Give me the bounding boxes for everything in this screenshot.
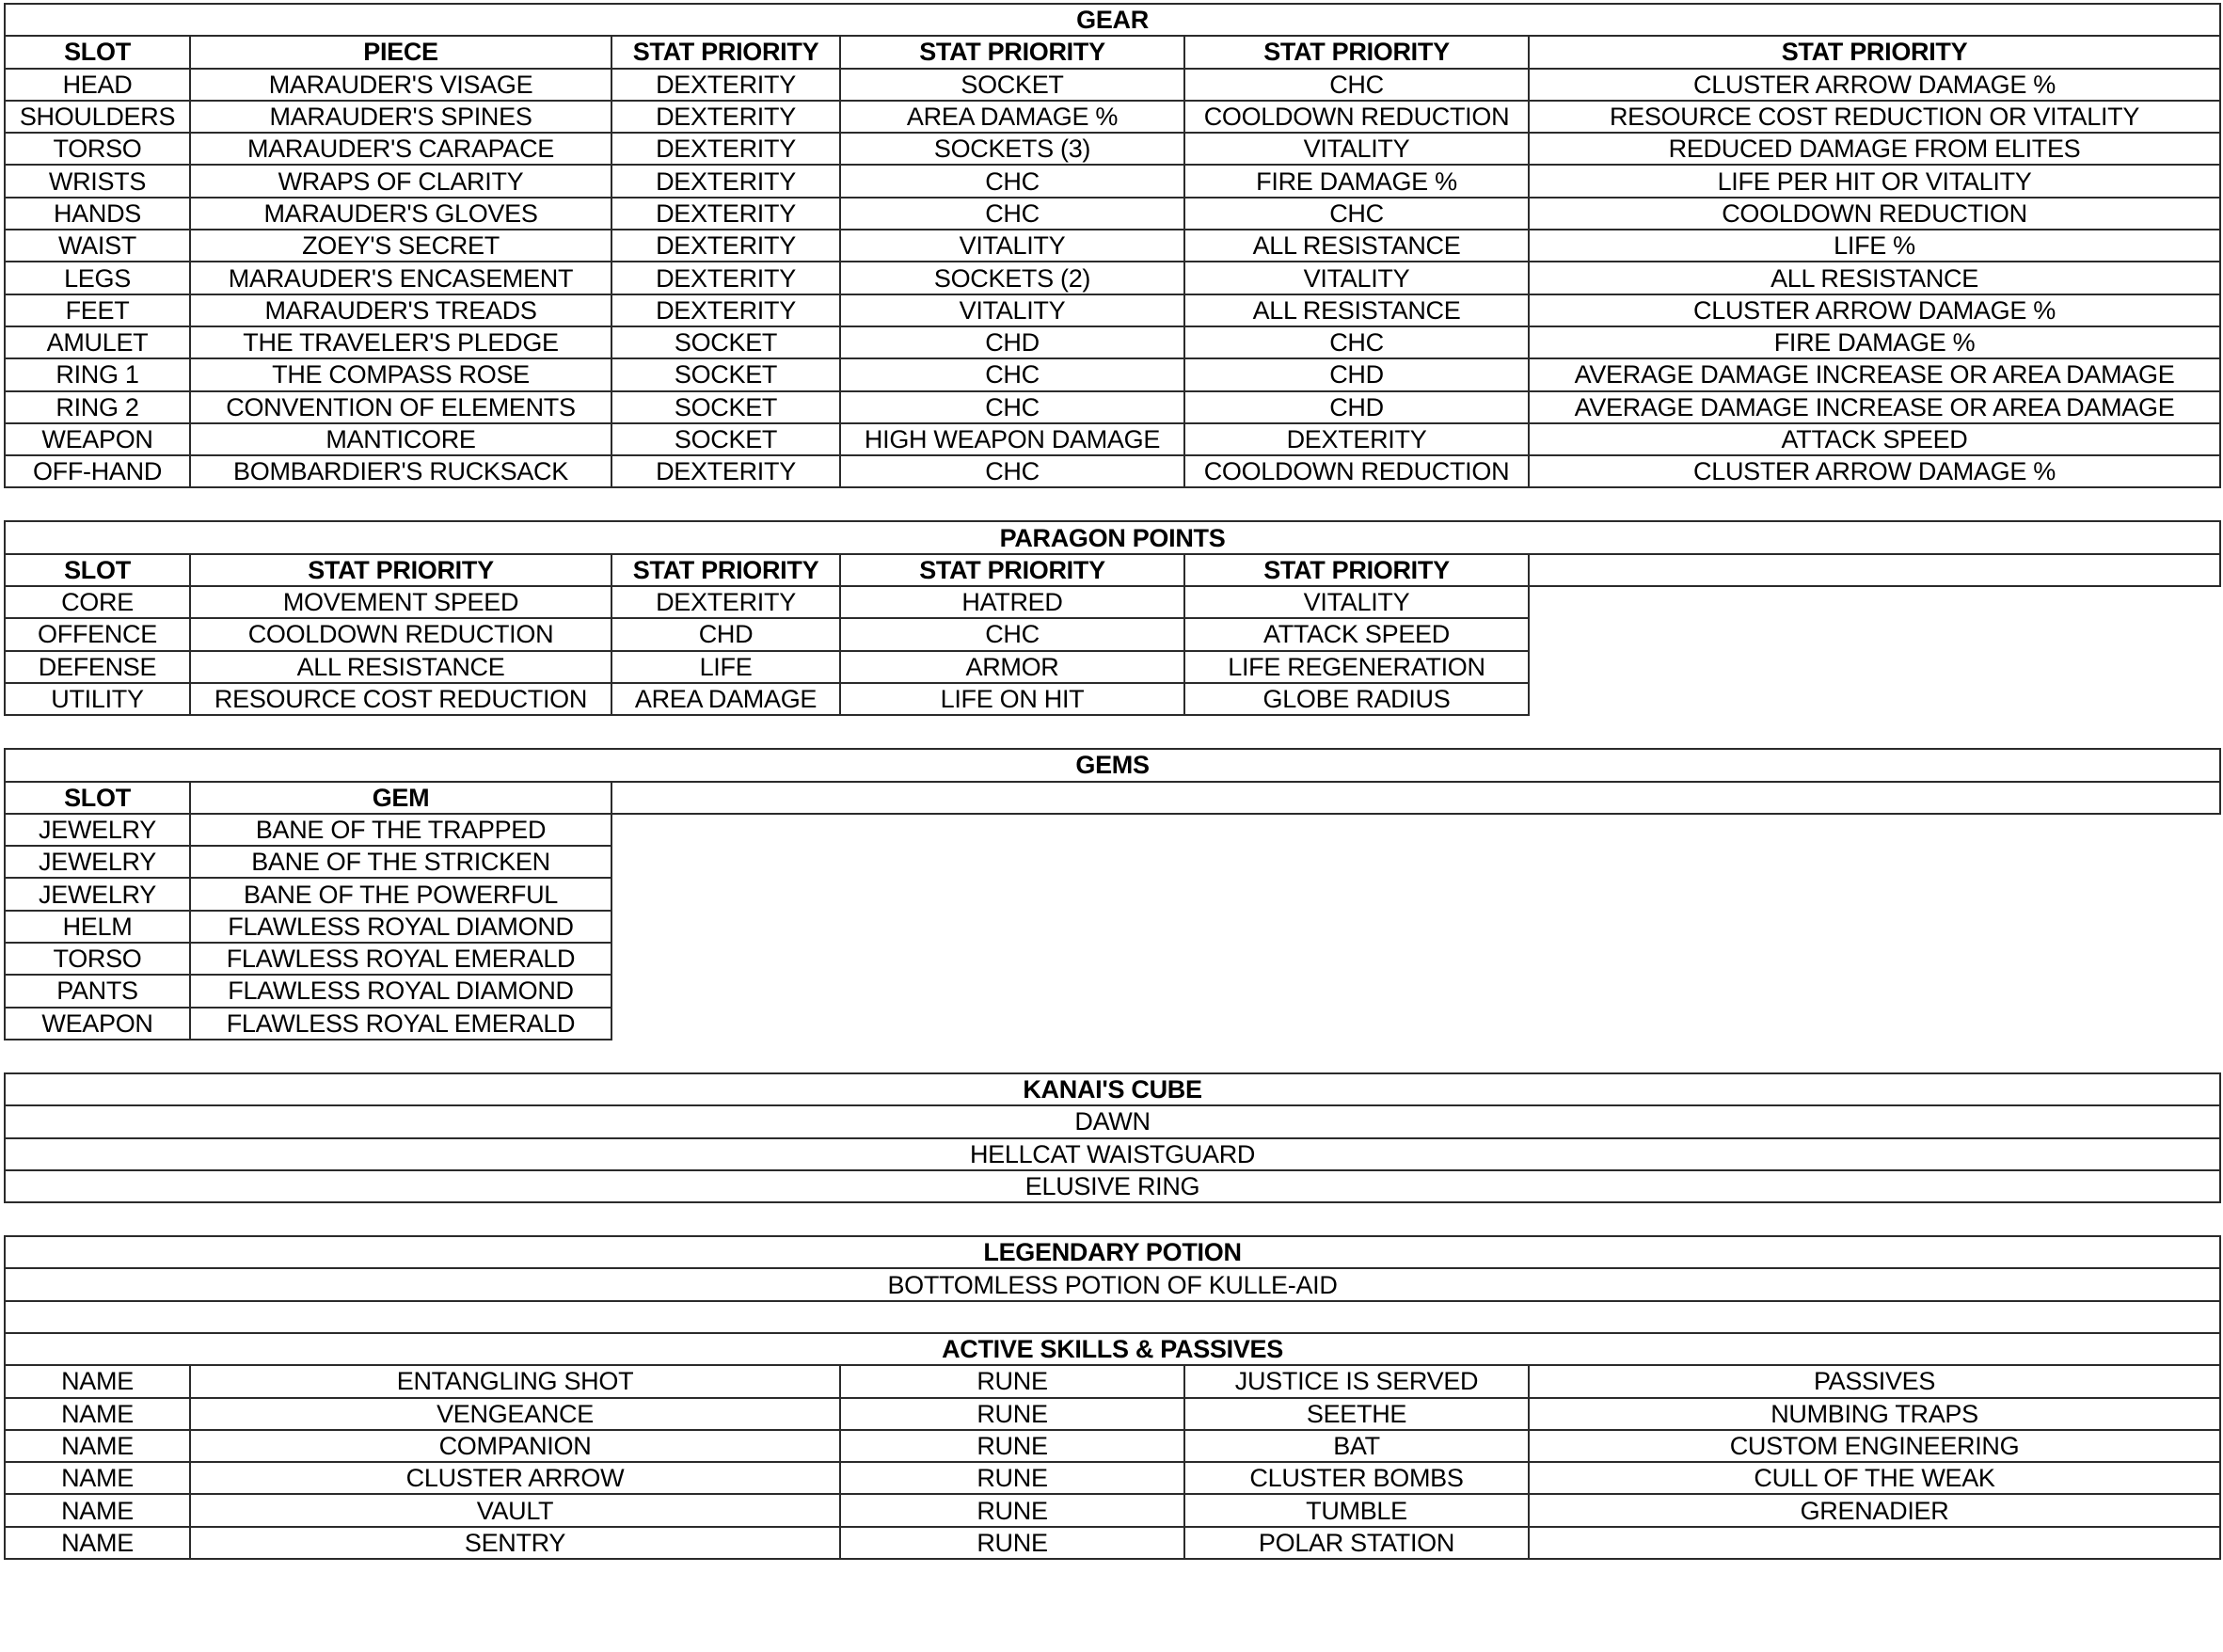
potion-title[interactable]: LEGENDARY POTION	[5, 1236, 2220, 1268]
table-cell[interactable]: FIRE DAMAGE %	[1529, 326, 2220, 358]
cube-title[interactable]: KANAI'S CUBE	[5, 1073, 2220, 1105]
table-cell[interactable]: CHC	[1184, 69, 1529, 101]
table-row	[5, 878, 2220, 910]
rune-name-cell[interactable]: POLAR STATION	[1184, 1527, 1529, 1559]
table-cell[interactable]: VITALITY	[1184, 586, 1529, 618]
table-row	[5, 391, 2220, 423]
table-cell[interactable]: CHD	[1184, 358, 1529, 390]
rune-label-cell[interactable]: RUNE	[840, 1430, 1184, 1462]
skill-row	[5, 1430, 2220, 1462]
table-cell[interactable]: CHC	[1184, 326, 1529, 358]
table-cell[interactable]: HELM	[5, 911, 190, 943]
table-cell[interactable]: COOLDOWN REDUCTION	[1184, 101, 1529, 133]
table-cell[interactable]: MARAUDER'S GLOVES	[190, 198, 611, 230]
rune-label-cell[interactable]: RUNE	[840, 1527, 1184, 1559]
passive-cell[interactable]: PASSIVES	[1529, 1365, 2220, 1397]
table-cell[interactable]: FEET	[5, 294, 190, 326]
table-cell[interactable]: AVERAGE DAMAGE INCREASE OR AREA DAMAGE	[1529, 358, 2220, 390]
skill-label-cell[interactable]: NAME	[5, 1494, 190, 1526]
table-cell[interactable]: ZOEY'S SECRET	[190, 230, 611, 262]
passive-cell[interactable]: GRENADIER	[1529, 1494, 2220, 1526]
table-cell[interactable]: FLAWLESS ROYAL EMERALD	[190, 1008, 611, 1040]
table-cell[interactable]: MARAUDER'S VISAGE	[190, 69, 611, 101]
table-row	[5, 358, 2220, 390]
table-row	[5, 262, 2220, 294]
passive-cell[interactable]: NUMBING TRAPS	[1529, 1398, 2220, 1430]
skill-name-cell[interactable]: CLUSTER ARROW	[190, 1462, 840, 1494]
header-cell[interactable]: STAT PRIORITY	[840, 554, 1184, 586]
spreadsheet	[4, 3, 2219, 1560]
paragon-rows	[5, 586, 2220, 715]
table-cell[interactable]: AVERAGE DAMAGE INCREASE OR AREA DAMAGE	[1529, 391, 2220, 423]
table-row	[5, 943, 2220, 975]
table-row	[5, 1008, 2220, 1040]
table-row	[5, 618, 2220, 650]
header-cell[interactable]: SLOT	[5, 782, 190, 814]
table-cell[interactable]: FLAWLESS ROYAL DIAMOND	[190, 975, 611, 1007]
table-cell[interactable]: BANE OF THE POWERFUL	[190, 878, 611, 910]
gems-rows	[5, 814, 2220, 1040]
passive-cell[interactable]	[1529, 1527, 2220, 1559]
header-cell[interactable]: GEM	[190, 782, 611, 814]
table-row	[5, 683, 2220, 715]
skill-row	[5, 1462, 2220, 1494]
table-cell[interactable]: BOMBARDIER'S RUCKSACK	[190, 455, 611, 487]
table-row	[5, 294, 2220, 326]
table-row	[5, 326, 2220, 358]
table-cell[interactable]: CHC	[840, 358, 1184, 390]
table-cell[interactable]: SOCKET	[611, 391, 840, 423]
table-cell[interactable]: CHC	[1184, 198, 1529, 230]
skill-row	[5, 1365, 2220, 1397]
table-cell[interactable]: ALL RESISTANCE	[1184, 230, 1529, 262]
table-cell[interactable]: FIRE DAMAGE %	[1184, 165, 1529, 197]
skill-name-cell[interactable]: ENTANGLING SHOT	[190, 1365, 840, 1397]
rune-name-cell[interactable]: SEETHE	[1184, 1398, 1529, 1430]
table-cell[interactable]: DEXTERITY	[1184, 423, 1529, 455]
table-cell[interactable]: DEXTERITY	[611, 69, 840, 101]
empty-area	[1529, 554, 2220, 586]
table-cell[interactable]: WRAPS OF CLARITY	[190, 165, 611, 197]
table-cell[interactable]: DEFENSE	[5, 651, 190, 683]
rune-name-cell[interactable]: TUMBLE	[1184, 1494, 1529, 1526]
table-cell[interactable]: COOLDOWN REDUCTION	[190, 618, 611, 650]
paragon-title[interactable]: PARAGON POINTS	[5, 521, 2220, 553]
gems-header-row	[5, 782, 2220, 814]
table-cell[interactable]: COOLDOWN REDUCTION	[1184, 455, 1529, 487]
table-cell[interactable]: LIFE ON HIT	[840, 683, 1184, 715]
table-cell[interactable]: CHD	[840, 326, 1184, 358]
table-cell[interactable]: CLUSTER ARROW DAMAGE %	[1529, 455, 2220, 487]
header-cell[interactable]: STAT PRIORITY	[1184, 36, 1529, 68]
table-cell[interactable]: JEWELRY	[5, 814, 190, 846]
table-cell[interactable]: BANE OF THE STRICKEN	[190, 846, 611, 878]
table-cell[interactable]: CHC	[840, 165, 1184, 197]
table-row	[5, 846, 2220, 878]
table-cell[interactable]: DEXTERITY	[611, 198, 840, 230]
table-cell[interactable]: MOVEMENT SPEED	[190, 586, 611, 618]
table-cell[interactable]: CLUSTER ARROW DAMAGE %	[1529, 294, 2220, 326]
table-cell[interactable]: RING 1	[5, 358, 190, 390]
header-cell[interactable]: STAT PRIORITY	[611, 36, 840, 68]
table-cell[interactable]: OFF-HAND	[5, 455, 190, 487]
table-cell[interactable]: LEGS	[5, 262, 190, 294]
table-cell[interactable]: GLOBE RADIUS	[1184, 683, 1529, 715]
table-cell[interactable]: DEXTERITY	[611, 133, 840, 165]
table-cell[interactable]: AREA DAMAGE	[611, 683, 840, 715]
table-cell[interactable]: BANE OF THE TRAPPED	[190, 814, 611, 846]
header-cell[interactable]: STAT PRIORITY	[1184, 554, 1529, 586]
cube-table	[4, 1072, 2221, 1203]
rune-name-cell[interactable]: BAT	[1184, 1430, 1529, 1462]
skill-label-cell[interactable]: NAME	[5, 1398, 190, 1430]
header-cell[interactable]: SLOT	[5, 554, 190, 586]
gems-title[interactable]: GEMS	[5, 749, 2220, 781]
table-cell[interactable]: THE COMPASS ROSE	[190, 358, 611, 390]
header-cell[interactable]: STAT PRIORITY	[611, 554, 840, 586]
rune-label-cell[interactable]: RUNE	[840, 1398, 1184, 1430]
table-cell[interactable]: MARAUDER'S SPINES	[190, 101, 611, 133]
skill-label-cell[interactable]: NAME	[5, 1527, 190, 1559]
table-cell[interactable]: CHC	[840, 455, 1184, 487]
table-cell[interactable]: CLUSTER ARROW DAMAGE %	[1529, 69, 2220, 101]
header-cell[interactable]: STAT PRIORITY	[190, 554, 611, 586]
table-cell[interactable]: WRISTS	[5, 165, 190, 197]
table-cell[interactable]: AREA DAMAGE %	[840, 101, 1184, 133]
table-cell[interactable]: ALL RESISTANCE	[190, 651, 611, 683]
cube-item[interactable]: HELLCAT WAISTGUARD	[5, 1138, 2220, 1170]
paragon-header-row	[5, 554, 2220, 586]
skill-name-cell[interactable]: VAULT	[190, 1494, 840, 1526]
table-cell[interactable]: TORSO	[5, 133, 190, 165]
table-cell[interactable]: DEXTERITY	[611, 101, 840, 133]
gear-table	[4, 3, 2221, 488]
table-cell[interactable]: ALL RESISTANCE	[1184, 294, 1529, 326]
table-cell[interactable]: JEWELRY	[5, 846, 190, 878]
table-row	[5, 911, 2220, 943]
gems-table	[4, 748, 2221, 1040]
table-cell[interactable]: ATTACK SPEED	[1529, 423, 2220, 455]
header-cell[interactable]: PIECE	[190, 36, 611, 68]
table-cell[interactable]: AMULET	[5, 326, 190, 358]
table-row	[5, 133, 2220, 165]
table-cell[interactable]: SOCKET	[611, 326, 840, 358]
header-cell[interactable]: STAT PRIORITY	[840, 36, 1184, 68]
skill-row	[5, 1398, 2220, 1430]
empty-area	[611, 782, 2220, 814]
skill-name-cell[interactable]: VENGEANCE	[190, 1398, 840, 1430]
header-cell[interactable]: STAT PRIORITY	[1529, 36, 2220, 68]
table-row	[5, 230, 2220, 262]
table-cell[interactable]: CONVENTION OF ELEMENTS	[190, 391, 611, 423]
table-cell[interactable]: VITALITY	[1184, 262, 1529, 294]
table-cell[interactable]: CHD	[611, 618, 840, 650]
table-cell[interactable]: SOCKETS (3)	[840, 133, 1184, 165]
rune-name-cell[interactable]: CLUSTER BOMBS	[1184, 1462, 1529, 1494]
table-cell[interactable]: HEAD	[5, 69, 190, 101]
table-cell[interactable]: WEAPON	[5, 423, 190, 455]
table-row	[5, 101, 2220, 133]
table-cell[interactable]: RING 2	[5, 391, 190, 423]
skill-row	[5, 1494, 2220, 1526]
table-cell[interactable]: HIGH WEAPON DAMAGE	[840, 423, 1184, 455]
skill-label-cell[interactable]: NAME	[5, 1365, 190, 1397]
table-cell[interactable]: COOLDOWN REDUCTION	[1529, 198, 2220, 230]
table-cell[interactable]: LIFE REGENERATION	[1184, 651, 1529, 683]
skill-name-cell[interactable]: COMPANION	[190, 1430, 840, 1462]
table-cell[interactable]: LIFE	[611, 651, 840, 683]
table-row	[5, 198, 2220, 230]
table-cell[interactable]: TORSO	[5, 943, 190, 975]
rune-label-cell[interactable]: RUNE	[840, 1365, 1184, 1397]
table-row	[5, 69, 2220, 101]
table-cell[interactable]: RESOURCE COST REDUCTION OR VITALITY	[1529, 101, 2220, 133]
table-cell[interactable]: VITALITY	[840, 294, 1184, 326]
table-cell[interactable]: VITALITY	[1184, 133, 1529, 165]
table-cell[interactable]: HANDS	[5, 198, 190, 230]
passive-cell[interactable]: CUSTOM ENGINEERING	[1529, 1430, 2220, 1462]
rune-label-cell[interactable]: RUNE	[840, 1462, 1184, 1494]
table-row	[5, 586, 2220, 618]
table-cell[interactable]: SHOULDERS	[5, 101, 190, 133]
table-cell[interactable]: MARAUDER'S TREADS	[190, 294, 611, 326]
gear-header-row	[5, 36, 2220, 68]
potion-skills-table	[4, 1235, 2221, 1560]
table-cell[interactable]: MARAUDER'S CARAPACE	[190, 133, 611, 165]
table-cell[interactable]: FLAWLESS ROYAL EMERALD	[190, 943, 611, 975]
table-cell[interactable]: HATRED	[840, 586, 1184, 618]
table-cell[interactable]: REDUCED DAMAGE FROM ELITES	[1529, 133, 2220, 165]
table-cell[interactable]: DEXTERITY	[611, 455, 840, 487]
rune-label-cell[interactable]: RUNE	[840, 1494, 1184, 1526]
cube-item[interactable]: ELUSIVE RING	[5, 1170, 2220, 1202]
table-cell[interactable]: DEXTERITY	[611, 294, 840, 326]
table-cell[interactable]: WAIST	[5, 230, 190, 262]
table-cell[interactable]: DEXTERITY	[611, 586, 840, 618]
skill-label-cell[interactable]: NAME	[5, 1430, 190, 1462]
table-cell[interactable]: DEXTERITY	[611, 230, 840, 262]
table-cell[interactable]: ALL RESISTANCE	[1529, 262, 2220, 294]
skill-label-cell[interactable]: NAME	[5, 1462, 190, 1494]
table-cell[interactable]: RESOURCE COST REDUCTION	[190, 683, 611, 715]
table-cell[interactable]: JEWELRY	[5, 878, 190, 910]
table-cell[interactable]: ARMOR	[840, 651, 1184, 683]
skill-name-cell[interactable]: SENTRY	[190, 1527, 840, 1559]
table-cell[interactable]: CHD	[1184, 391, 1529, 423]
header-cell[interactable]: SLOT	[5, 36, 190, 68]
paragon-table	[4, 520, 2221, 716]
table-cell[interactable]: DEXTERITY	[611, 165, 840, 197]
empty-row[interactable]	[5, 1301, 2220, 1333]
table-cell[interactable]: VITALITY	[840, 230, 1184, 262]
gear-title[interactable]: GEAR	[5, 4, 2220, 36]
table-cell[interactable]: CHC	[840, 198, 1184, 230]
table-cell[interactable]: SOCKET	[611, 423, 840, 455]
table-row	[5, 814, 2220, 846]
gear-rows	[5, 69, 2220, 488]
table-cell[interactable]: UTILITY	[5, 683, 190, 715]
table-cell[interactable]: MARAUDER'S ENCASEMENT	[190, 262, 611, 294]
table-cell[interactable]: WEAPON	[5, 1008, 190, 1040]
table-row	[5, 423, 2220, 455]
table-cell[interactable]: DEXTERITY	[611, 262, 840, 294]
table-row	[5, 455, 2220, 487]
table-cell[interactable]: CORE	[5, 586, 190, 618]
table-cell[interactable]: LIFE %	[1529, 230, 2220, 262]
table-cell[interactable]: FLAWLESS ROYAL DIAMOND	[190, 911, 611, 943]
table-cell[interactable]: CHC	[840, 618, 1184, 650]
potion-value[interactable]: BOTTOMLESS POTION OF KULLE-AID	[5, 1268, 2220, 1300]
passive-cell[interactable]: CULL OF THE WEAK	[1529, 1462, 2220, 1494]
table-cell[interactable]: SOCKET	[611, 358, 840, 390]
skills-title[interactable]: ACTIVE SKILLS & PASSIVES	[5, 1333, 2220, 1365]
table-row	[5, 165, 2220, 197]
table-row	[5, 651, 2220, 683]
skill-row	[5, 1527, 2220, 1559]
table-row	[5, 975, 2220, 1007]
table-cell[interactable]: THE TRAVELER'S PLEDGE	[190, 326, 611, 358]
cube-item[interactable]: DAWN	[5, 1105, 2220, 1137]
table-cell[interactable]: SOCKET	[840, 69, 1184, 101]
rune-name-cell[interactable]: JUSTICE IS SERVED	[1184, 1365, 1529, 1397]
table-cell[interactable]: OFFENCE	[5, 618, 190, 650]
skills-rows	[5, 1365, 2220, 1559]
table-cell[interactable]: PANTS	[5, 975, 190, 1007]
table-cell[interactable]: MANTICORE	[190, 423, 611, 455]
table-cell[interactable]: ATTACK SPEED	[1184, 618, 1529, 650]
table-cell[interactable]: SOCKETS (2)	[840, 262, 1184, 294]
table-cell[interactable]: LIFE PER HIT OR VITALITY	[1529, 165, 2220, 197]
table-cell[interactable]: CHC	[840, 391, 1184, 423]
